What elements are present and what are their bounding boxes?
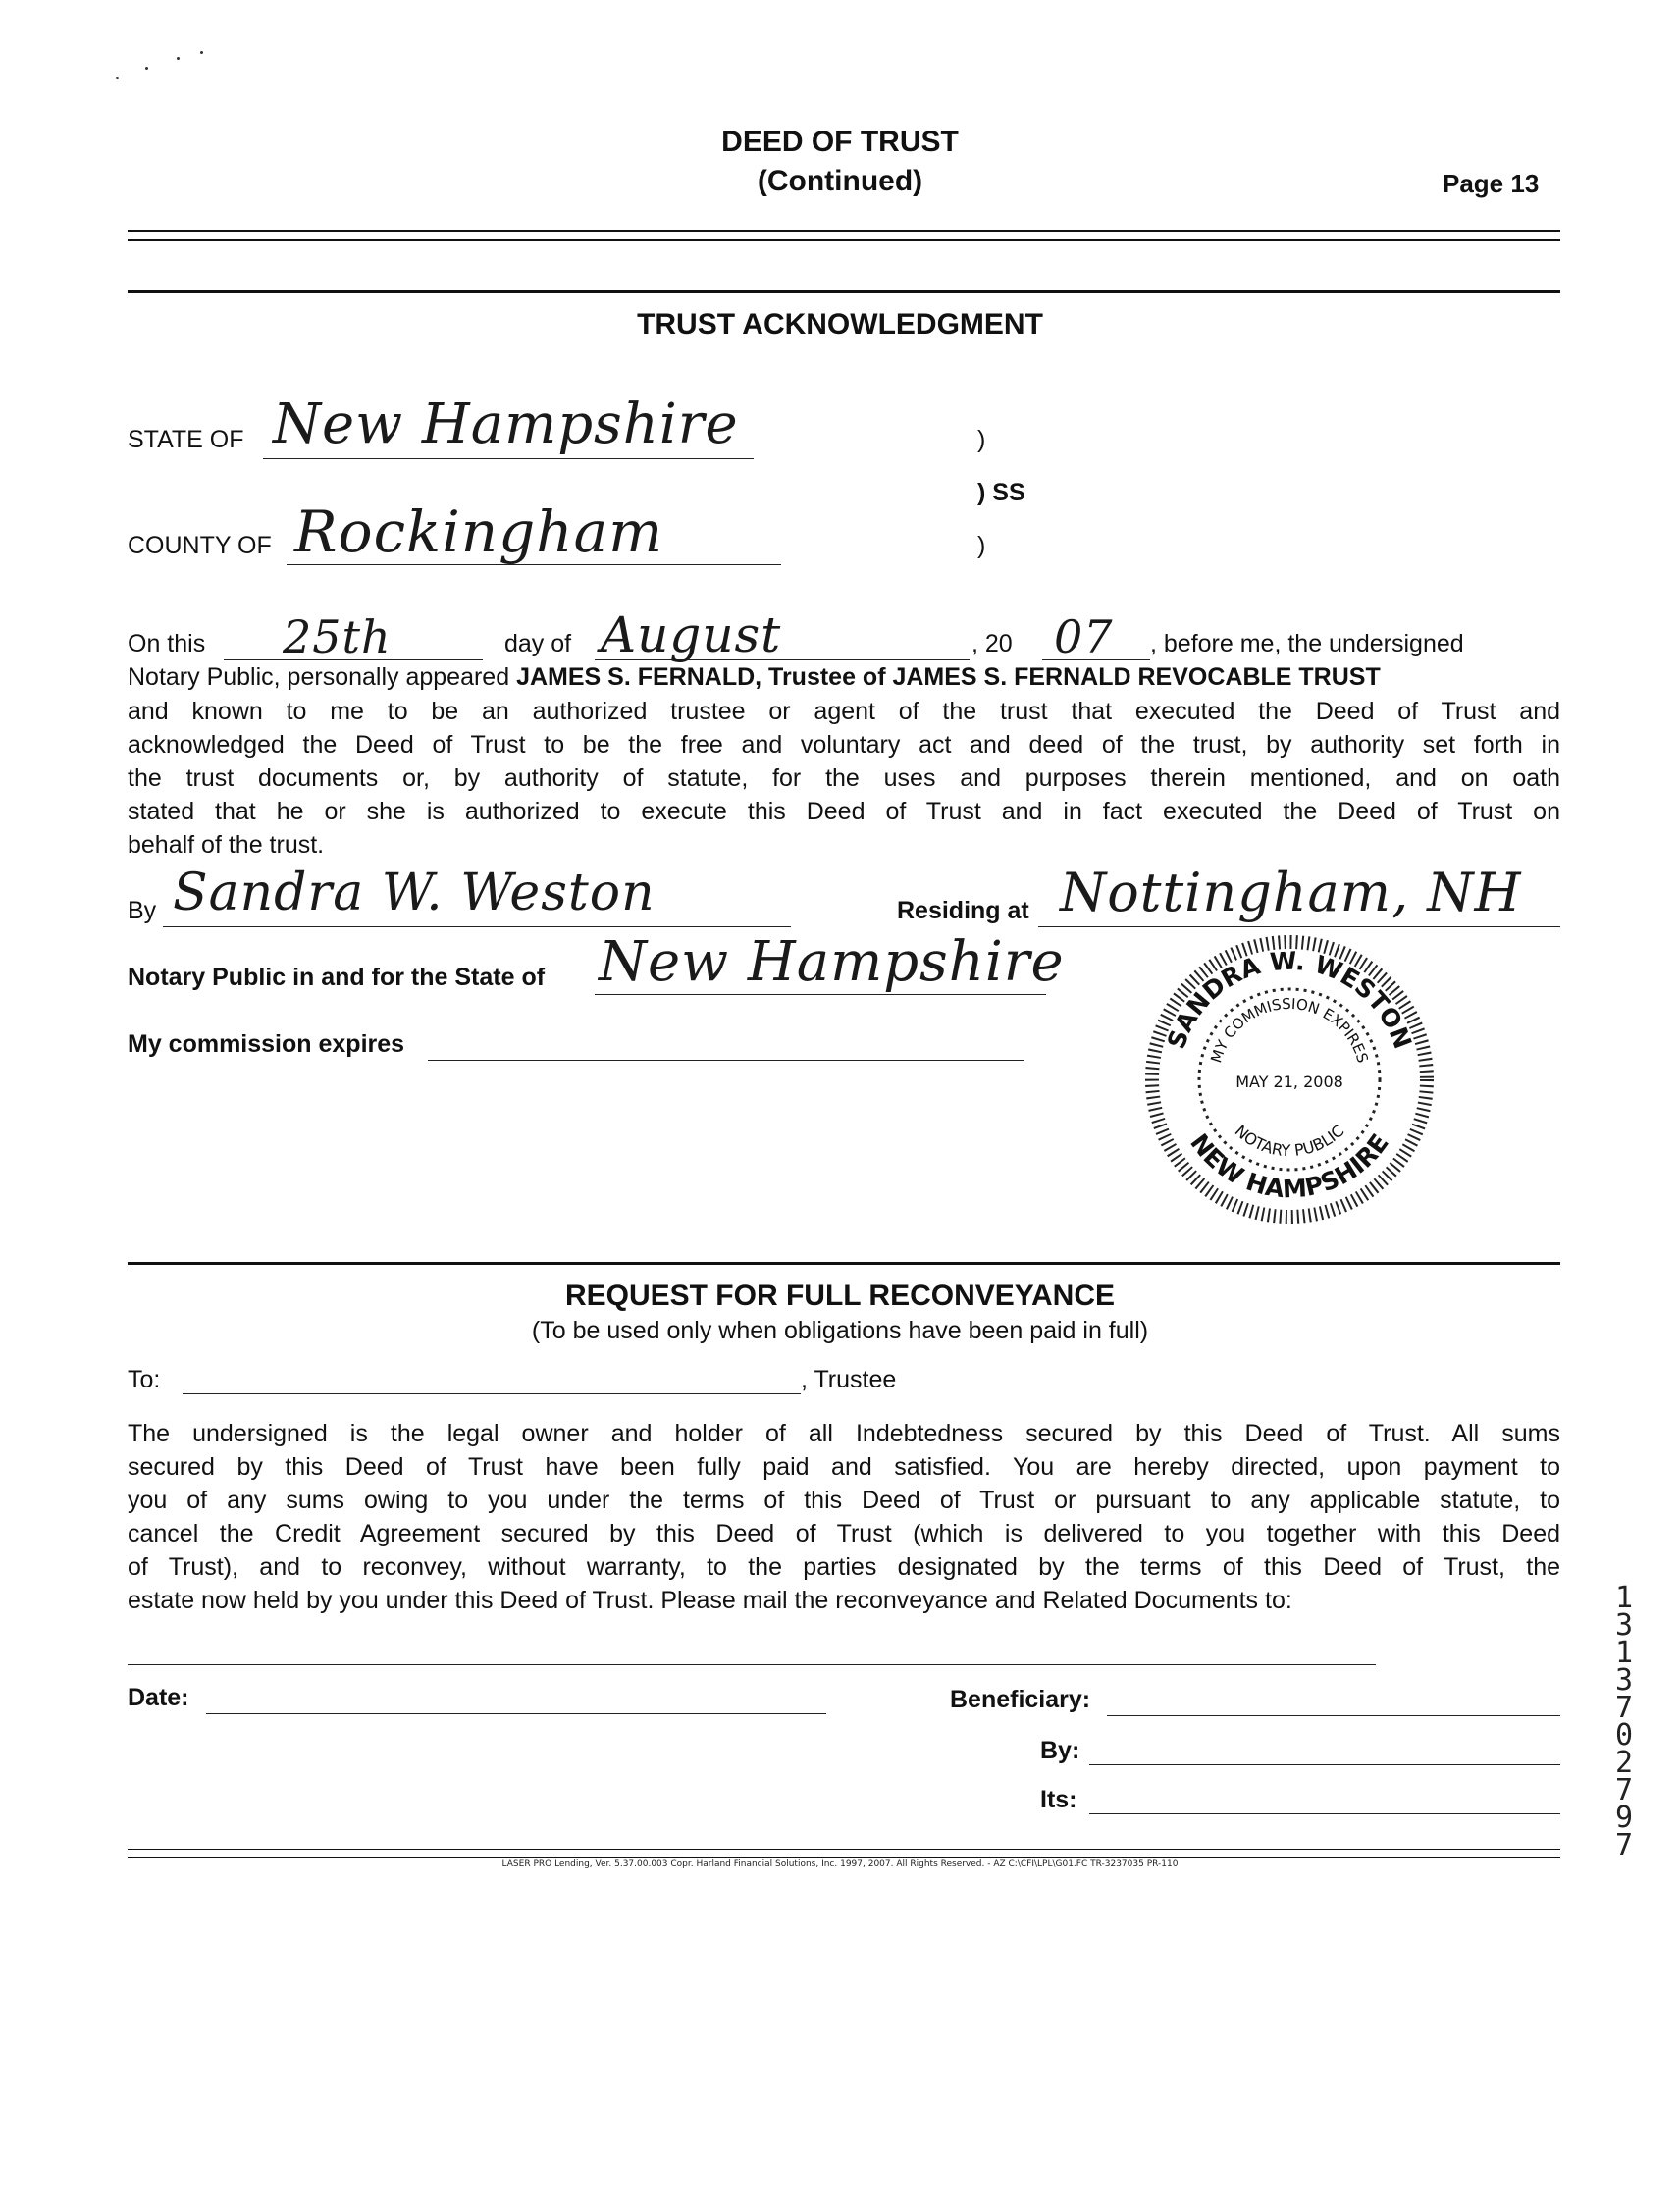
beneficiary-label: Beneficiary:: [950, 1686, 1091, 1713]
notary-state-label: Notary Public in and for the State of: [128, 964, 546, 991]
reconveyance-subheading: (To be used only when obligations have been paid in full): [531, 1317, 1149, 1344]
date-line: [206, 1713, 826, 1714]
notary-state-handwritten: New Hampshire: [599, 930, 1065, 994]
commission-label: My commission expires: [128, 1030, 405, 1058]
residing-line: [1038, 926, 1560, 927]
reconveyance-line-1: The undersigned is the legal owner and holder of all Indebtedness secured by this Deed of Trust. All sums: [128, 1420, 1560, 1447]
footer-rule-bottom: [128, 1857, 1560, 1858]
document-title: DEED OF TRUST: [721, 126, 959, 158]
day-of-label: day of: [504, 630, 572, 657]
scan-speckles: [116, 47, 224, 86]
footer-text: LASER PRO Lending, Ver. 5.37.00.003 Copr. Harland Financial Solutions, Inc. 1997, 2007. All Rights Reserved. - AZ C:\CFI\LPL\G01.FC TR-3237035 PR-110: [501, 1859, 1179, 1869]
ben-by-line: [1089, 1764, 1560, 1765]
seal-outer-top-text: SANDRA W. WESTON: [1161, 946, 1418, 1053]
ack-body-line-3: the trust documents or, by authority of statute, for the uses and purposes therein mentioned, and on oath: [128, 764, 1560, 792]
footer-rule-top: [128, 1849, 1560, 1850]
state-line: [263, 458, 754, 459]
commission-line: [428, 1060, 1024, 1061]
paren-2: ): [977, 532, 986, 559]
reconveyance-line-6: estate now held by you under this Deed of Trust. Please mail the reconveyance and Related Documents to:: [128, 1587, 1292, 1614]
seal-inner-bottom-text: NOTARY PUBLIC: [1231, 1121, 1348, 1161]
mail-to-line: [128, 1664, 1376, 1665]
seal-outer-bottom-text: NEW HAMPSHIRE: [1184, 1128, 1394, 1204]
seal-inner-top-text: MY COMMISSION EXPIRES: [1207, 994, 1372, 1066]
ack-body-line-2: acknowledged the Deed of Trust to be the free and voluntary act and deed of the trust, by authority set forth in: [128, 731, 1560, 759]
reconveyance-line-5: of Trust), and to reconvey, without warranty, to the parties designated by the terms of this Deed of Trust, the: [128, 1553, 1560, 1581]
document-subtitle: (Continued): [757, 165, 923, 197]
on-this-label: On this: [128, 630, 206, 657]
beneficiary-line: [1107, 1715, 1560, 1716]
header-rule-top: [128, 230, 1560, 232]
state-label: STATE OF: [128, 426, 244, 453]
ben-its-label: Its:: [1040, 1786, 1077, 1813]
notary-state-line: [595, 994, 1046, 995]
margin-stamp: 13137 02797: [1614, 1581, 1634, 1862]
ack-heading: TRUST ACKNOWLEDGMENT: [637, 308, 1043, 340]
month-handwritten: August: [601, 606, 782, 663]
appeared-text: Notary Public, personally appeared: [128, 663, 510, 691]
reconveyance-line-4: cancel the Credit Agreement secured by this Deed of Trust (which is delivered to you together with this Deed: [128, 1520, 1560, 1547]
ack-section-rule: [128, 290, 1560, 293]
day-handwritten: 25th: [283, 610, 392, 663]
by-signature-line: [163, 926, 791, 927]
appeared-line: [128, 663, 1381, 692]
county-label: COUNTY OF: [128, 532, 272, 559]
to-line: [183, 1393, 801, 1394]
notary-seal: [1142, 932, 1437, 1227]
year-prefix: , 20: [971, 630, 1013, 657]
by-label: By: [128, 897, 157, 924]
reconveyance-line-2: secured by this Deed of Trust have been fully paid and satisfied. You are hereby directed, upon payment to: [128, 1453, 1560, 1481]
date-label: Date:: [128, 1684, 189, 1711]
residing-label: Residing at: [897, 897, 1029, 924]
to-label: To:: [128, 1366, 161, 1393]
trustee-label: , Trustee: [801, 1366, 897, 1393]
seal-date-text: MAY 21, 2008: [1235, 1073, 1343, 1091]
ack-body-line-5: behalf of the trust.: [128, 831, 325, 859]
page-number: Page 13: [1443, 169, 1540, 198]
header-rule-bottom: [128, 239, 1560, 241]
residing-handwritten: Nottingham, NH: [1060, 862, 1522, 923]
paren-1: ): [977, 426, 986, 453]
ack-body-line-4: stated that he or she is authorized to execute this Deed of Trust and in fact executed the Deed of Trust on: [128, 798, 1560, 825]
reconveyance-line-3: you of any sums owing to you under the terms of this Deed of Trust or pursuant to any applicable statute, to: [128, 1487, 1560, 1514]
reconveyance-section-rule: [128, 1262, 1560, 1265]
appeared-party: JAMES S. FERNALD, Trustee of JAMES S. FERNALD REVOCABLE TRUST: [516, 663, 1381, 691]
state-handwritten: New Hampshire: [273, 392, 739, 456]
ben-its-line: [1089, 1813, 1560, 1814]
ben-by-label: By:: [1040, 1737, 1080, 1764]
reconveyance-heading: REQUEST FOR FULL RECONVEYANCE: [564, 1280, 1116, 1312]
before-me-text: , before me, the undersigned: [1150, 630, 1464, 657]
notary-signature: Sandra W. Weston: [173, 864, 656, 922]
ack-body-line-1: and known to me to be an authorized trustee or agent of the trust that executed the Deed of Trust and: [128, 698, 1560, 725]
county-handwritten: Rockingham: [294, 498, 664, 565]
year-handwritten: 07: [1054, 610, 1114, 663]
ss-label: ) SS: [977, 479, 1025, 506]
